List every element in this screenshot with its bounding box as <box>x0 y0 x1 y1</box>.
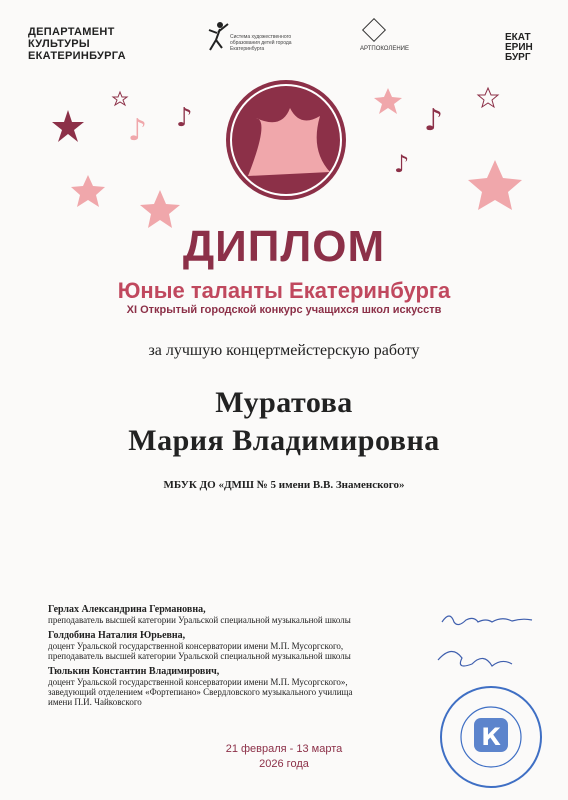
star-icon <box>374 88 402 114</box>
art-logo-text: АРТПОКОЛЕНИЕ <box>360 46 409 52</box>
jury-member-title: доцент Уральской государственной консерватории имени М.П. Мусоргского, <box>48 641 344 651</box>
jury-member <box>48 631 428 661</box>
music-note-icon: ♪ <box>128 113 148 148</box>
jury-member-title: преподаватель высшей категории Уральской специальной музыкальной школы <box>48 651 351 661</box>
jury-member-title: заведующий отделением «Фортепиано» Свердловского музыкального училища <box>48 687 353 697</box>
dept-logo-line: ДЕПАРТАМЕНТ <box>28 26 115 38</box>
jury-member-name: Тюлькин Константин Владимирович, <box>48 666 220 677</box>
signature-icon <box>438 651 512 666</box>
jury-list <box>48 605 428 713</box>
jury-member-title: доцент Уральской государственной консерватории имени М.П. Мусоргского», <box>48 677 348 687</box>
nomination: за лучшую концертмейстерскую работу <box>148 342 420 359</box>
jury-member-title: преподаватель высшей категории Уральской специальной музыкальной школы <box>48 615 351 625</box>
official-stamp <box>436 682 546 792</box>
date-year: 2026 года <box>259 758 309 770</box>
jury-member <box>48 667 428 707</box>
ekb-logo-line: БУРГ <box>505 52 531 63</box>
diploma-title: ДИПЛОМ <box>182 222 386 271</box>
dept-logo-line: КУЛЬТУРЫ <box>28 38 90 50</box>
contest-dates <box>0 742 568 772</box>
dept-logo-line: ЕКАТЕРИНБУРГА <box>28 50 126 62</box>
stamp-letter: К <box>481 723 501 751</box>
signature-icon <box>442 616 532 625</box>
contest-description: XI Открытый городской конкурс учащихся школ искусств <box>126 304 442 316</box>
star-icon <box>468 160 522 210</box>
star-icon <box>113 92 127 105</box>
recipient-given-names: Мария Владимировна <box>128 424 440 457</box>
star-icon <box>478 88 498 107</box>
signatures <box>432 608 542 688</box>
jury-member-name: Голдобина Наталия Юрьевна, <box>48 630 186 641</box>
music-note-icon: ♪ <box>424 103 444 138</box>
date-range: 21 февраля - 13 марта <box>225 743 343 755</box>
system-logo-text: Система художественного образования детей города Екатеринбурга <box>230 34 292 52</box>
jury-member-title: имени П.И. Чайковского <box>48 697 142 707</box>
music-note-icon: ♪ <box>394 150 410 178</box>
star-icon <box>71 175 105 207</box>
decorative-emblem <box>0 0 568 230</box>
jury-member <box>48 605 428 625</box>
jury-member-name: Герлах Александрина Германовна, <box>48 604 206 615</box>
recipient-surname: Муратова <box>215 386 353 419</box>
ekb-logo-line: ЕРИН <box>505 42 533 53</box>
ekb-logo-line: ЕКАТ <box>505 32 531 43</box>
school-name: МБУК ДО «ДМШ № 5 имени В.В. Знаменского» <box>163 479 405 491</box>
star-icon <box>52 110 84 142</box>
contest-name: Юные таланты Екатеринбурга <box>117 278 451 303</box>
music-note-icon: ♪ <box>176 103 193 133</box>
